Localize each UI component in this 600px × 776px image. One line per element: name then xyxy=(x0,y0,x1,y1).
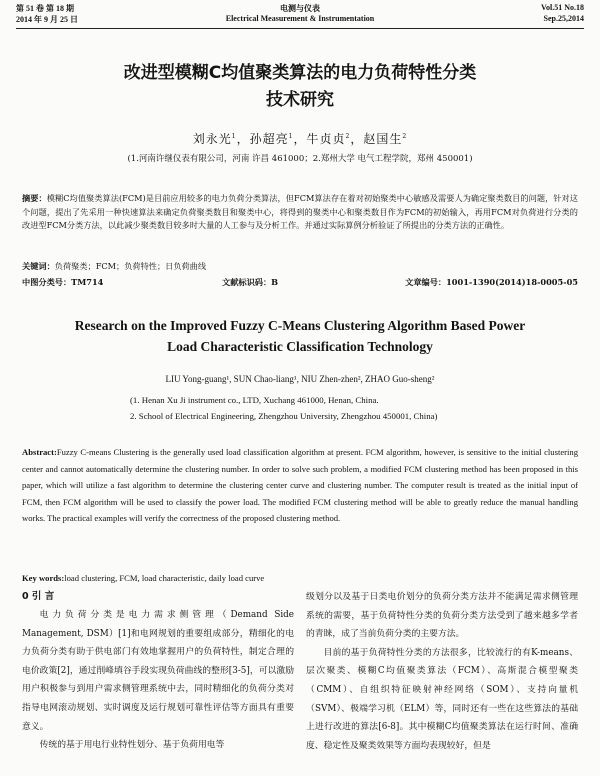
author-1-affil: 1 xyxy=(231,133,237,140)
paragraph: 目前的基于负荷特性分类的方法很多，比较流行的有K-means、层次聚类、模糊C均值聚类算法（FCM）、高斯混合模型聚类（CMM）、自组织特征映射神经网络（SOM）、支持向量机（SVM）、极端学习机（ELM）等，同时还有一些在这些算法的基础上进行改进的算法[6-8]。其中模糊C均值聚类算法在运行时间、准确度、稳定性及聚类效果等方面均表现较好，但是 xyxy=(306,647,578,751)
body-column-left xyxy=(22,588,294,755)
volume-issue-en: Vol.51 No.18 xyxy=(540,3,584,12)
affiliation-en xyxy=(130,392,580,424)
keywords-zh-text: 负荷聚类；FCM；负荷特性；日负荷曲线 xyxy=(54,261,207,271)
paragraph: 传统的基于用电行业特性划分、基于负荷用电等 xyxy=(39,740,225,751)
authors-en: LIU Yong-guang¹, SUN Chao-liang¹, NIU Zhen-zhen², ZHAO Guo-sheng² xyxy=(165,374,435,384)
clc-number: 中图分类号：TM714 xyxy=(22,277,104,287)
title-zh-line2: 技术研究 xyxy=(266,90,334,110)
author-3-affil: 2 xyxy=(345,133,351,140)
abstract-zh-text: 模糊C均值聚类算法(FCM)是目前应用较多的电力负荷分类算法，但FCM算法存在着对初始聚类中心敏感及需要人为确定聚类数目的问题，针对这个问题，提出了先采用一种快速算法来确定负荷聚类数目和聚类中心，将得到的聚类中心和聚类数目作为FCM的初始输入，再用FCM对负荷进行分类的改进型FCM分类方法，以此减少聚类数目较多时大量的人工参与及分析工作。并通过实际算例分析验证了所提出的分类方法的正确性。 xyxy=(22,193,578,230)
body-column-right xyxy=(306,588,578,755)
paper-title-en xyxy=(0,315,600,357)
article-identifiers xyxy=(22,277,578,289)
abstract-zh xyxy=(22,192,578,233)
paper-title-zh xyxy=(0,60,600,114)
abstract-en xyxy=(22,444,578,527)
affiliation-en-2: 2. School of Electrical Engineering, Zhengzhou University, Zhengzhou 450001, China) xyxy=(130,411,438,421)
authors-zh: 刘永光$^1$，孙超亮$^1$，牛贞贞$^2$，赵国生$^2$ xyxy=(192,132,408,146)
journal-name-en: Electrical Measurement & Instrumentation xyxy=(225,14,375,23)
paragraph: 级划分以及基于日类电价划分的负荷分类方法并不能满足需求侧管理系统的需要，基于负荷特性分类的负荷分类方法受到了越来越多学者的青睐，成了当前负荷分类的主要方法。 xyxy=(306,592,578,640)
author-2-affil: 1 xyxy=(288,133,294,140)
volume-issue: 第 51 卷 第 18 期 xyxy=(16,4,74,13)
issue-date: 2014 年 9 月 25 日 xyxy=(16,15,78,24)
article-number: 文章编号：1001-1390(2014)18-0005-05 xyxy=(405,277,578,287)
affiliation-zh: (1.河南许继仪表有限公司，河南 许昌 461000；2.郑州大学 电气工程学院，郑州 450001) xyxy=(127,154,473,164)
keywords-zh-label: 关键词： xyxy=(22,261,55,271)
keywords-en-text: load clustering, FCM, load characteristic, daily load curve xyxy=(64,573,265,583)
author-1: 刘永光 xyxy=(192,132,232,146)
abstract-zh-label: 摘要： xyxy=(22,193,47,203)
author-3: 牛贞贞 xyxy=(306,132,346,146)
paragraph: 电力负荷分类是电力需求侧管理（Demand Side Management, DSM）[1]和电网规划的重要组成部分，精细化的电力负荷分类有助于供电部门有效地掌握用户的负荷特性，制定合理的电价政策[2]，通过削峰填谷手段实现负荷曲线的整形[3-5]，可以激励用户积极参与到用户需求侧管理系统中去，同时精细化的负荷分类对指导电网滚动规划、实时调度及运行规划可靠性评估等方面具有重要意义。 xyxy=(22,610,294,732)
keywords-zh xyxy=(22,261,206,272)
issue-date-en: Sep.25,2014 xyxy=(543,14,584,23)
header-rule xyxy=(16,28,584,29)
journal-name-zh: 电测与仪表 xyxy=(280,4,320,13)
affiliation-en-1: (1. Henan Xu Ji instrument co., LTD, Xuchang 461000, Henan, China. xyxy=(130,395,379,405)
abstract-en-text: Fuzzy C-means Clustering is the generally used load classification algorithm at present. FCM algorithm, however, is sensitive to the initial clustering center and cannot automatically determine the clustering number. In order to solve such problem, a modified FCM clustering method has been proposed in this paper, which will utilize a fast algorithm to determine the clustering center curve and clustering number. The computer result is treated as the initial input of FCM, then FCM algorithm will be used to classify the power load. The modified FCM clustering method will be able to greatly reduce the manual handling works. The practical examples will verify the correctness of the proposed clustering method. xyxy=(22,447,578,524)
running-header xyxy=(16,3,584,27)
keywords-en xyxy=(22,573,264,583)
title-en-line1: Research on the Improved Fuzzy C-Means Clustering Algorithm Based Power xyxy=(74,318,526,333)
keywords-en-label: Key words: xyxy=(22,573,65,583)
section-heading-introduction: 0 引 言 xyxy=(22,591,55,602)
title-en-line2: Load Characteristic Classification Technology xyxy=(167,339,433,354)
author-4: 赵国生 xyxy=(363,132,403,146)
document-code: 文献标识码：B xyxy=(222,277,279,287)
author-2: 孙超亮 xyxy=(249,132,289,146)
title-zh-line1: 改进型模糊C均值聚类算法的电力负荷特性分类 xyxy=(123,63,477,83)
abstract-en-label: Abstract: xyxy=(22,447,57,457)
author-4-affil: 2 xyxy=(402,133,408,140)
